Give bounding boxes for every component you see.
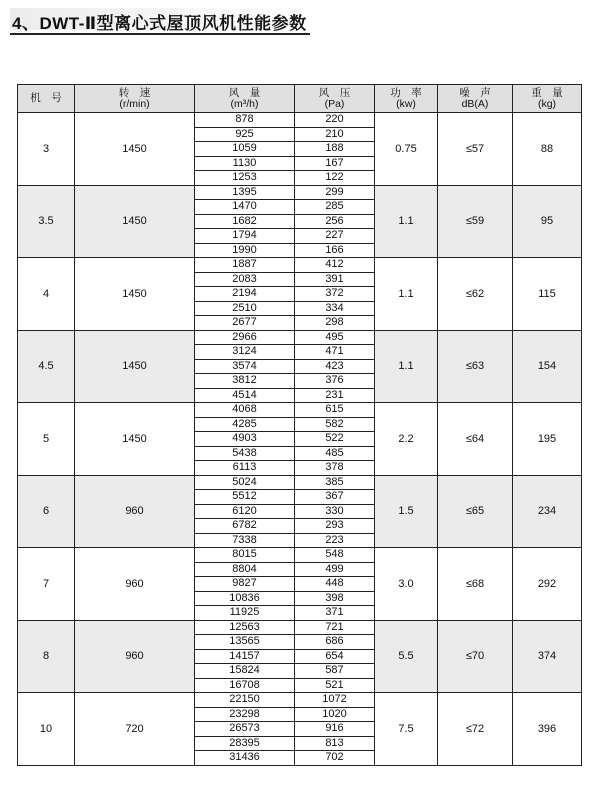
pressure-cell: 188 (295, 142, 375, 157)
pressure-cell: 367 (295, 490, 375, 505)
table-row (18, 693, 582, 708)
weight-cell: 396 (513, 693, 582, 766)
pressure-cell: 122 (295, 171, 375, 186)
airflow-cell: 878 (195, 113, 295, 128)
pressure-cell: 398 (295, 591, 375, 606)
airflow-cell: 11925 (195, 606, 295, 621)
section-title (10, 6, 310, 36)
model-group (18, 403, 582, 476)
pressure-cell: 385 (295, 475, 375, 490)
pressure-cell: 499 (295, 562, 375, 577)
airflow-cell: 6120 (195, 504, 295, 519)
model-cell: 4.5 (18, 330, 75, 403)
airflow-cell: 9827 (195, 577, 295, 592)
airflow-cell: 5024 (195, 475, 295, 490)
airflow-cell: 15824 (195, 664, 295, 679)
noise-cell: ≤68 (438, 548, 513, 621)
model-cell: 7 (18, 548, 75, 621)
speed-cell: 960 (75, 620, 195, 693)
airflow-cell: 1887 (195, 258, 295, 273)
pressure-cell: 298 (295, 316, 375, 331)
header-noise: 噪 声 dB(A) (438, 85, 513, 113)
pressure-cell: 448 (295, 577, 375, 592)
noise-cell: ≤62 (438, 258, 513, 331)
power-cell: 1.1 (375, 330, 438, 403)
title-underline (10, 33, 310, 35)
pressure-cell: 615 (295, 403, 375, 418)
table-row (18, 620, 582, 635)
pressure-cell: 330 (295, 504, 375, 519)
airflow-cell: 8804 (195, 562, 295, 577)
noise-cell: ≤63 (438, 330, 513, 403)
pressure-cell: 371 (295, 606, 375, 621)
table-row (18, 475, 582, 490)
page-title: 4、DWT-Ⅱ型离心式屋顶风机性能参数 (12, 14, 307, 33)
model-cell: 10 (18, 693, 75, 766)
performance-table (17, 84, 582, 766)
pressure-cell: 1072 (295, 693, 375, 708)
airflow-cell: 26573 (195, 722, 295, 737)
pressure-cell: 471 (295, 345, 375, 360)
pressure-cell: 293 (295, 519, 375, 534)
speed-cell: 1450 (75, 258, 195, 331)
pressure-cell: 686 (295, 635, 375, 650)
power-cell: 0.75 (375, 113, 438, 186)
table-row (18, 330, 582, 345)
pressure-cell: 521 (295, 678, 375, 693)
airflow-cell: 6113 (195, 461, 295, 476)
pressure-cell: 299 (295, 185, 375, 200)
pressure-cell: 702 (295, 751, 375, 766)
model-cell: 8 (18, 620, 75, 693)
header-pressure: 风 压 (Pa) (295, 85, 375, 113)
pressure-cell: 167 (295, 156, 375, 171)
pressure-cell: 522 (295, 432, 375, 447)
speed-cell: 1450 (75, 113, 195, 186)
pressure-cell: 166 (295, 243, 375, 258)
header-row (18, 85, 582, 113)
airflow-cell: 13565 (195, 635, 295, 650)
pressure-cell: 423 (295, 359, 375, 374)
model-cell: 3 (18, 113, 75, 186)
weight-cell: 95 (513, 185, 582, 258)
airflow-cell: 1794 (195, 229, 295, 244)
weight-cell: 292 (513, 548, 582, 621)
model-group (18, 475, 582, 548)
airflow-cell: 1059 (195, 142, 295, 157)
airflow-cell: 12563 (195, 620, 295, 635)
airflow-cell: 7338 (195, 533, 295, 548)
airflow-cell: 10836 (195, 591, 295, 606)
pressure-cell: 1020 (295, 707, 375, 722)
speed-cell: 1450 (75, 185, 195, 258)
model-group (18, 258, 582, 331)
model-group (18, 185, 582, 258)
model-group (18, 113, 582, 186)
airflow-cell: 2677 (195, 316, 295, 331)
pressure-cell: 391 (295, 272, 375, 287)
pressure-cell: 372 (295, 287, 375, 302)
header-power: 功 率 (kw) (375, 85, 438, 113)
model-group (18, 693, 582, 766)
airflow-cell: 28395 (195, 736, 295, 751)
table-row (18, 258, 582, 273)
pressure-cell: 916 (295, 722, 375, 737)
weight-cell: 234 (513, 475, 582, 548)
noise-cell: ≤57 (438, 113, 513, 186)
power-cell: 1.1 (375, 258, 438, 331)
power-cell: 3.0 (375, 548, 438, 621)
pressure-cell: 256 (295, 214, 375, 229)
table-row (18, 113, 582, 128)
model-cell: 4 (18, 258, 75, 331)
pressure-cell: 231 (295, 388, 375, 403)
pressure-cell: 378 (295, 461, 375, 476)
model-cell: 6 (18, 475, 75, 548)
noise-cell: ≤70 (438, 620, 513, 693)
power-cell: 1.5 (375, 475, 438, 548)
airflow-cell: 1682 (195, 214, 295, 229)
pressure-cell: 210 (295, 127, 375, 142)
airflow-cell: 23298 (195, 707, 295, 722)
weight-cell: 88 (513, 113, 582, 186)
airflow-cell: 14157 (195, 649, 295, 664)
model-cell: 5 (18, 403, 75, 476)
power-cell: 1.1 (375, 185, 438, 258)
airflow-cell: 2966 (195, 330, 295, 345)
airflow-cell: 1395 (195, 185, 295, 200)
pressure-cell: 220 (295, 113, 375, 128)
pressure-cell: 582 (295, 417, 375, 432)
airflow-cell: 5438 (195, 446, 295, 461)
noise-cell: ≤59 (438, 185, 513, 258)
airflow-cell: 3812 (195, 374, 295, 389)
pressure-cell: 376 (295, 374, 375, 389)
header-airflow: 风 量 (m³/h) (195, 85, 295, 113)
airflow-cell: 4285 (195, 417, 295, 432)
speed-cell: 1450 (75, 330, 195, 403)
airflow-cell: 5512 (195, 490, 295, 505)
noise-cell: ≤72 (438, 693, 513, 766)
model-group (18, 330, 582, 403)
pressure-cell: 721 (295, 620, 375, 635)
airflow-cell: 1470 (195, 200, 295, 215)
pressure-cell: 548 (295, 548, 375, 563)
airflow-cell: 4514 (195, 388, 295, 403)
airflow-cell: 4903 (195, 432, 295, 447)
airflow-cell: 8015 (195, 548, 295, 563)
header-speed: 转 速 (r/min) (75, 85, 195, 113)
noise-cell: ≤65 (438, 475, 513, 548)
airflow-cell: 4068 (195, 403, 295, 418)
power-cell: 5.5 (375, 620, 438, 693)
table-row (18, 185, 582, 200)
airflow-cell: 3574 (195, 359, 295, 374)
airflow-cell: 31436 (195, 751, 295, 766)
pressure-cell: 412 (295, 258, 375, 273)
pressure-cell: 813 (295, 736, 375, 751)
model-group (18, 548, 582, 621)
table-row (18, 548, 582, 563)
speed-cell: 960 (75, 548, 195, 621)
airflow-cell: 22150 (195, 693, 295, 708)
airflow-cell: 2083 (195, 272, 295, 287)
airflow-cell: 16708 (195, 678, 295, 693)
pressure-cell: 587 (295, 664, 375, 679)
power-cell: 7.5 (375, 693, 438, 766)
speed-cell: 960 (75, 475, 195, 548)
speed-cell: 1450 (75, 403, 195, 476)
airflow-cell: 2194 (195, 287, 295, 302)
weight-cell: 154 (513, 330, 582, 403)
pressure-cell: 485 (295, 446, 375, 461)
pressure-cell: 227 (295, 229, 375, 244)
airflow-cell: 1990 (195, 243, 295, 258)
pressure-cell: 334 (295, 301, 375, 316)
airflow-cell: 6782 (195, 519, 295, 534)
model-group (18, 620, 582, 693)
airflow-cell: 2510 (195, 301, 295, 316)
power-cell: 2.2 (375, 403, 438, 476)
airflow-cell: 1253 (195, 171, 295, 186)
pressure-cell: 223 (295, 533, 375, 548)
airflow-cell: 925 (195, 127, 295, 142)
pressure-cell: 495 (295, 330, 375, 345)
pressure-cell: 654 (295, 649, 375, 664)
weight-cell: 115 (513, 258, 582, 331)
header-weight: 重 量 (kg) (513, 85, 582, 113)
weight-cell: 374 (513, 620, 582, 693)
model-cell: 3.5 (18, 185, 75, 258)
header-model: 机 号 (18, 85, 75, 113)
airflow-cell: 1130 (195, 156, 295, 171)
table-row (18, 403, 582, 418)
speed-cell: 720 (75, 693, 195, 766)
weight-cell: 195 (513, 403, 582, 476)
airflow-cell: 3124 (195, 345, 295, 360)
pressure-cell: 285 (295, 200, 375, 215)
noise-cell: ≤64 (438, 403, 513, 476)
